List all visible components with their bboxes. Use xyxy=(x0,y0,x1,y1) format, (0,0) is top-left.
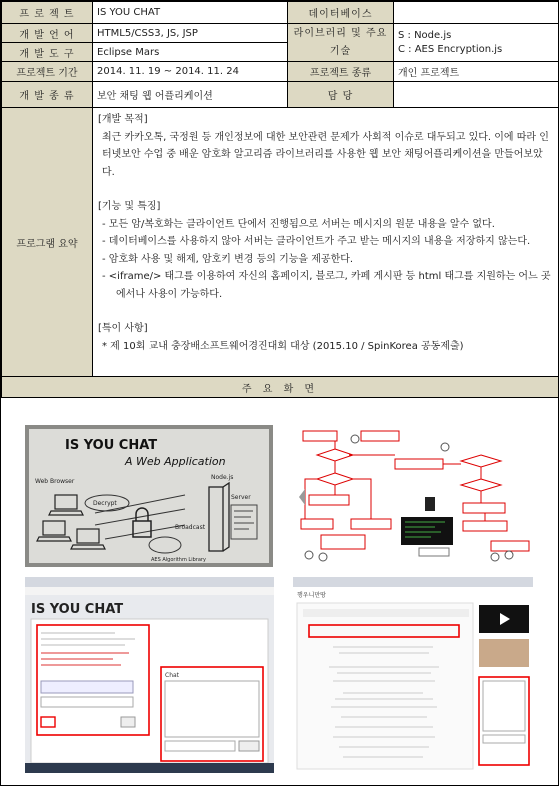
db-label: 데이터베이스 xyxy=(288,2,394,24)
flow-console-screenshot xyxy=(401,517,453,545)
summary-body xyxy=(93,108,559,377)
app-screenshot xyxy=(25,577,274,773)
notes-heading: [특이 사항] xyxy=(98,323,148,334)
devtype-value: 보안 채팅 웹 어플리케이션 xyxy=(93,82,288,108)
period-value: 2014. 11. 19 ~ 2014. 11. 24 xyxy=(93,62,288,82)
flowchart-diagram xyxy=(295,425,535,567)
owner-value xyxy=(394,82,559,108)
lib-value-server: S : Node.js xyxy=(398,30,452,41)
sketch-title: IS YOU CHAT xyxy=(65,438,158,453)
feature-item: - 암호화 사용 및 해제, 암호키 변경 등의 기능을 제공한다. xyxy=(102,253,354,265)
sketch-broadcast: Broadcast xyxy=(175,524,206,531)
project-label: 프 로 젝 트 xyxy=(2,2,93,24)
project-value: IS YOU CHAT xyxy=(93,2,288,24)
lang-label: 개 발 언 어 xyxy=(2,24,93,43)
tool-value: Eclipse Mars xyxy=(93,43,288,62)
kind-label: 프로젝트 종류 xyxy=(288,62,394,82)
kind-value: 개인 프로젝트 xyxy=(394,62,559,82)
period-label: 프로젝트 기간 xyxy=(2,62,93,82)
lib-value-client: C : AES Encryption.js xyxy=(398,44,503,55)
blog-screenshot xyxy=(293,577,533,773)
blog-title: 행우니만땅 xyxy=(297,592,326,599)
lib-label: 라이브러리 및 주요기술 xyxy=(288,24,394,62)
sketch-server: Server xyxy=(231,494,251,501)
feature-item: - 모든 암/복호화는 클라이언트 단에서 진행됨으로 서버는 메시지의 원문 내용을 알수 없다. xyxy=(102,218,495,230)
row-project xyxy=(2,2,559,24)
purpose-text: 최근 카카오톡, 국정원 등 개인정보에 대한 보안관련 문제가 사회적 이슈로 대두되고 있다. 이에 따라 인터넷보안 수업 중 배운 암호화 알고리즘 라이브러리를 사용한 웹 보안 채팅어플리케이션을 만들어보았다. xyxy=(102,131,549,178)
row-language xyxy=(2,24,559,43)
sketch-web: Web Browser xyxy=(35,478,75,485)
sketch-subtitle: A Web Application xyxy=(125,455,226,468)
row-period xyxy=(2,62,559,82)
project-sheet xyxy=(1,1,559,398)
row-summary xyxy=(2,108,559,377)
blog-photo xyxy=(479,639,529,667)
sketch-photo xyxy=(25,425,273,567)
row-screens-title xyxy=(2,377,559,398)
app-title: IS YOU CHAT xyxy=(31,602,124,617)
db-value xyxy=(394,2,559,24)
summary-label: 프로그램 요약 xyxy=(2,108,93,377)
flow-server-icon xyxy=(425,497,435,511)
features-heading: [기능 및 특징] xyxy=(98,201,161,212)
row-devtype xyxy=(2,82,559,108)
owner-label: 담 당 xyxy=(288,82,394,108)
tool-label: 개 발 도 구 xyxy=(2,43,93,62)
feature-item: - <iframe/> 태그를 이용하여 자신의 홈페이지, 블로그, 카페 게시판 등 html 태그를 지원하는 어느 곳에서나 사용이 가능하다. xyxy=(102,271,551,300)
notes-text: * 제 10회 교내 충장배소프트웨어경진대회 대상 (2015.10 / SpinKorea 공동제출) xyxy=(102,340,464,352)
sketch-nodejs: Node.js xyxy=(211,474,234,481)
screens-area xyxy=(1,425,558,785)
sketch-encrypt: Decrypt xyxy=(93,500,117,507)
lang-value: HTML5/CSS3, JS, JSP xyxy=(93,24,288,43)
devtype-label: 개 발 종 류 xyxy=(2,82,93,108)
purpose-heading: [개발 목적] xyxy=(98,114,148,125)
screens-title: 주 요 화 면 xyxy=(2,377,559,398)
sketch-aes: AES Algorithm Library xyxy=(151,557,206,563)
app-chat-label: Chat xyxy=(165,672,180,679)
lib-value xyxy=(394,24,559,62)
feature-item: - 데이터베이스를 사용하지 않아 서버는 클라이언트가 주고 받는 메시지의 내용을 저장하지 않는다. xyxy=(102,236,531,247)
